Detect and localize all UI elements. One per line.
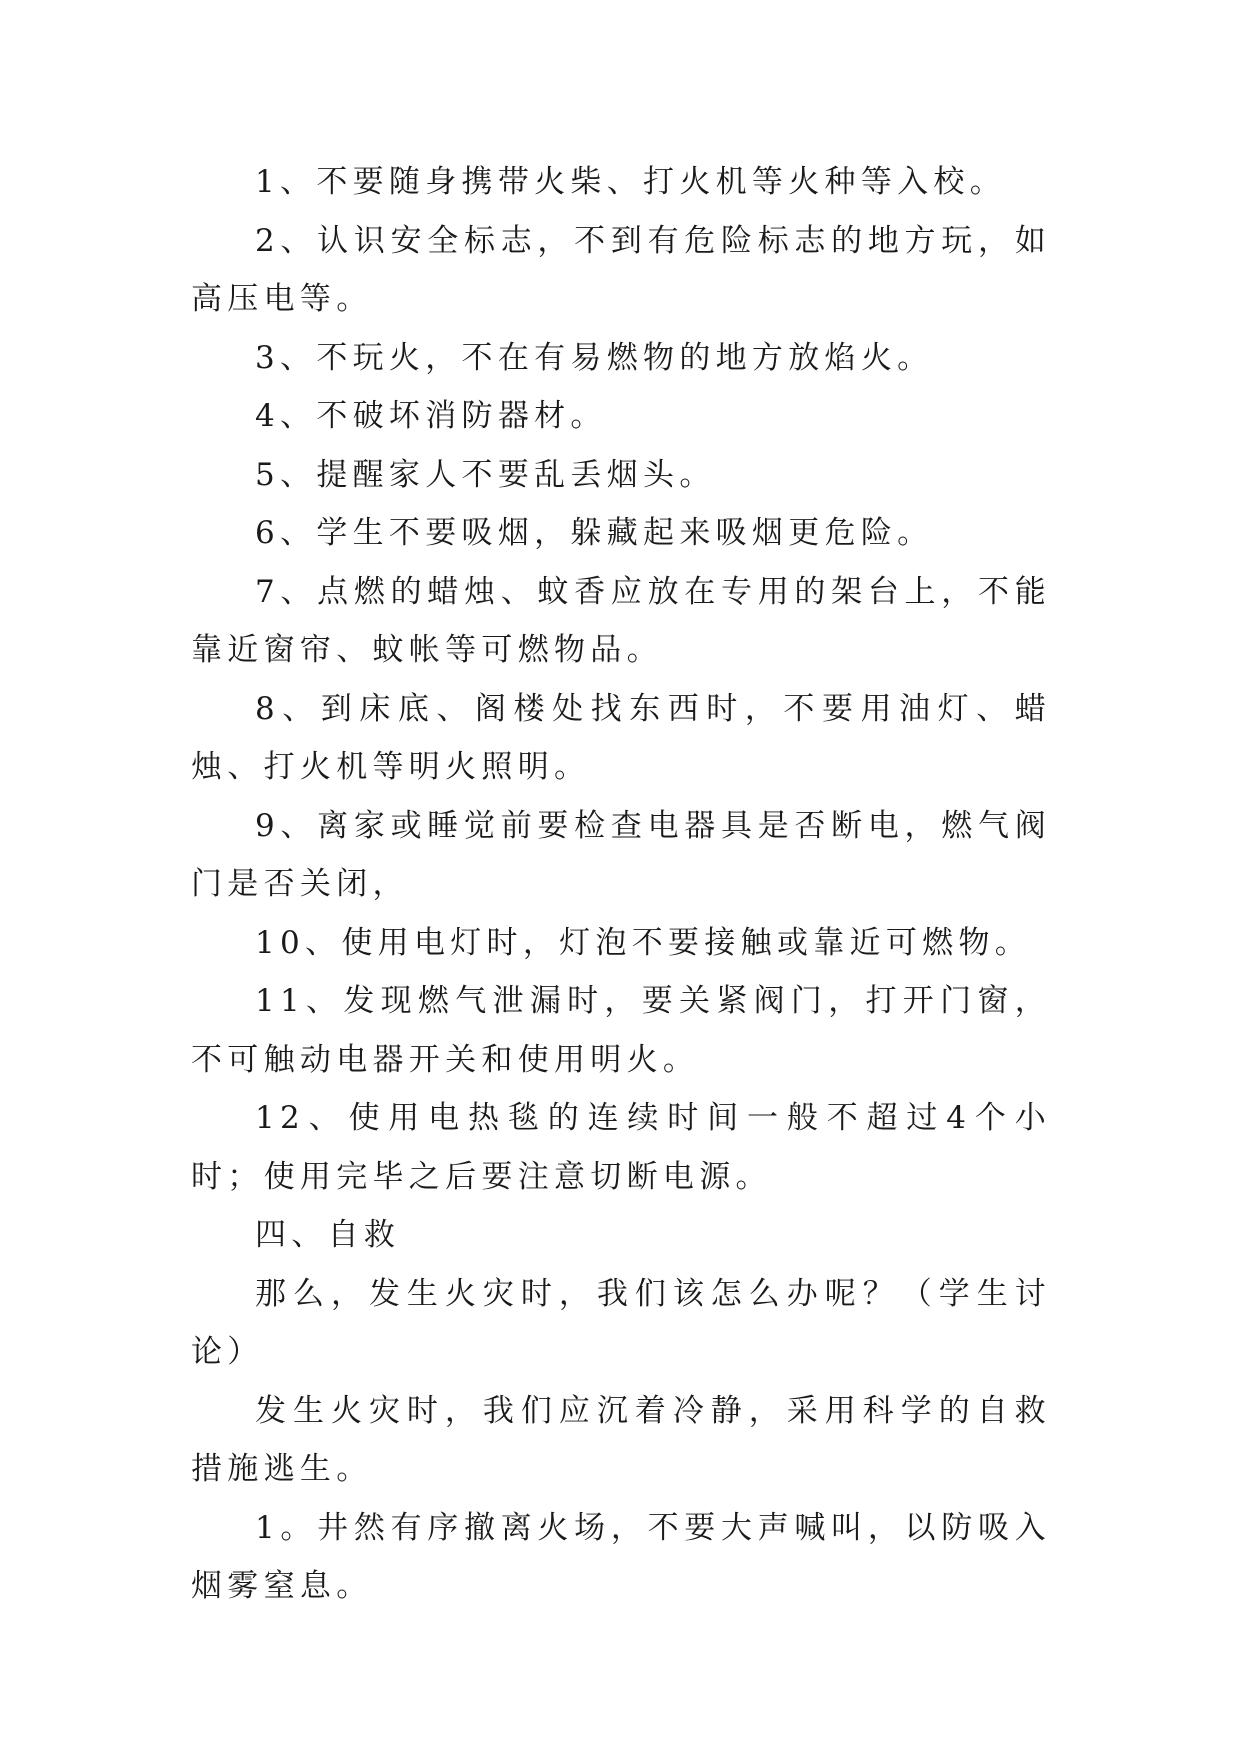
paragraph-10: 10、使用电灯时，灯泡不要接触或靠近可燃物。	[255, 924, 1032, 961]
paragraph-intro: 发生火灾时，我们应沉着冷静，采用科学的自救措施逃生。	[191, 1392, 1051, 1487]
paragraph-question: 那么，发生火灾时，我们该怎么办呢？（学生讨论）	[191, 1275, 1051, 1370]
paragraph-9: 9、离家或睡觉前要检查电器具是否断电，燃气阀门是否关闭，	[191, 807, 1051, 902]
paragraph-5: 5、提醒家人不要乱丢烟头。	[255, 456, 716, 493]
paragraph-1: 1、不要随身携带火柴、打火机等火种等入校。	[255, 164, 1007, 200]
paragraph-7: 7、点燃的蜡烛、蚊香应放在专用的架台上，不能靠近窗帘、蚊帐等可燃物品。	[191, 573, 1051, 668]
paragraph-12: 12、使用电热毯的连续时间一般不超过4个小时；使用完毕之后要注意切断电源。	[191, 1100, 1051, 1195]
paragraph-4: 4、不破坏消防器材。	[255, 398, 607, 434]
section-heading-self-rescue: 四、自救	[255, 1217, 401, 1253]
paragraph-6: 6、学生不要吸烟，躲藏起来吸烟更危险。	[255, 515, 934, 551]
paragraph-8: 8、到床底、阁楼处找东西时，不要用油灯、蜡烛、打火机等明火照明。	[191, 690, 1051, 785]
paragraph-2: 2、认识安全标志，不到有危险标志的地方玩，如高压电等。	[191, 222, 1051, 317]
document-body	[191, 153, 1051, 1616]
paragraph-rescue-1: 1。井然有序撤离火场，不要大声喊叫，以防吸入烟雾窒息。	[191, 1509, 1051, 1604]
paragraph-11: 11、发现燃气泄漏时，要关紧阀门，打开门窗，不可触动电器开关和使用明火。	[191, 983, 1051, 1078]
paragraph-3: 3、不玩火，不在有易燃物的地方放焰火。	[255, 339, 934, 376]
